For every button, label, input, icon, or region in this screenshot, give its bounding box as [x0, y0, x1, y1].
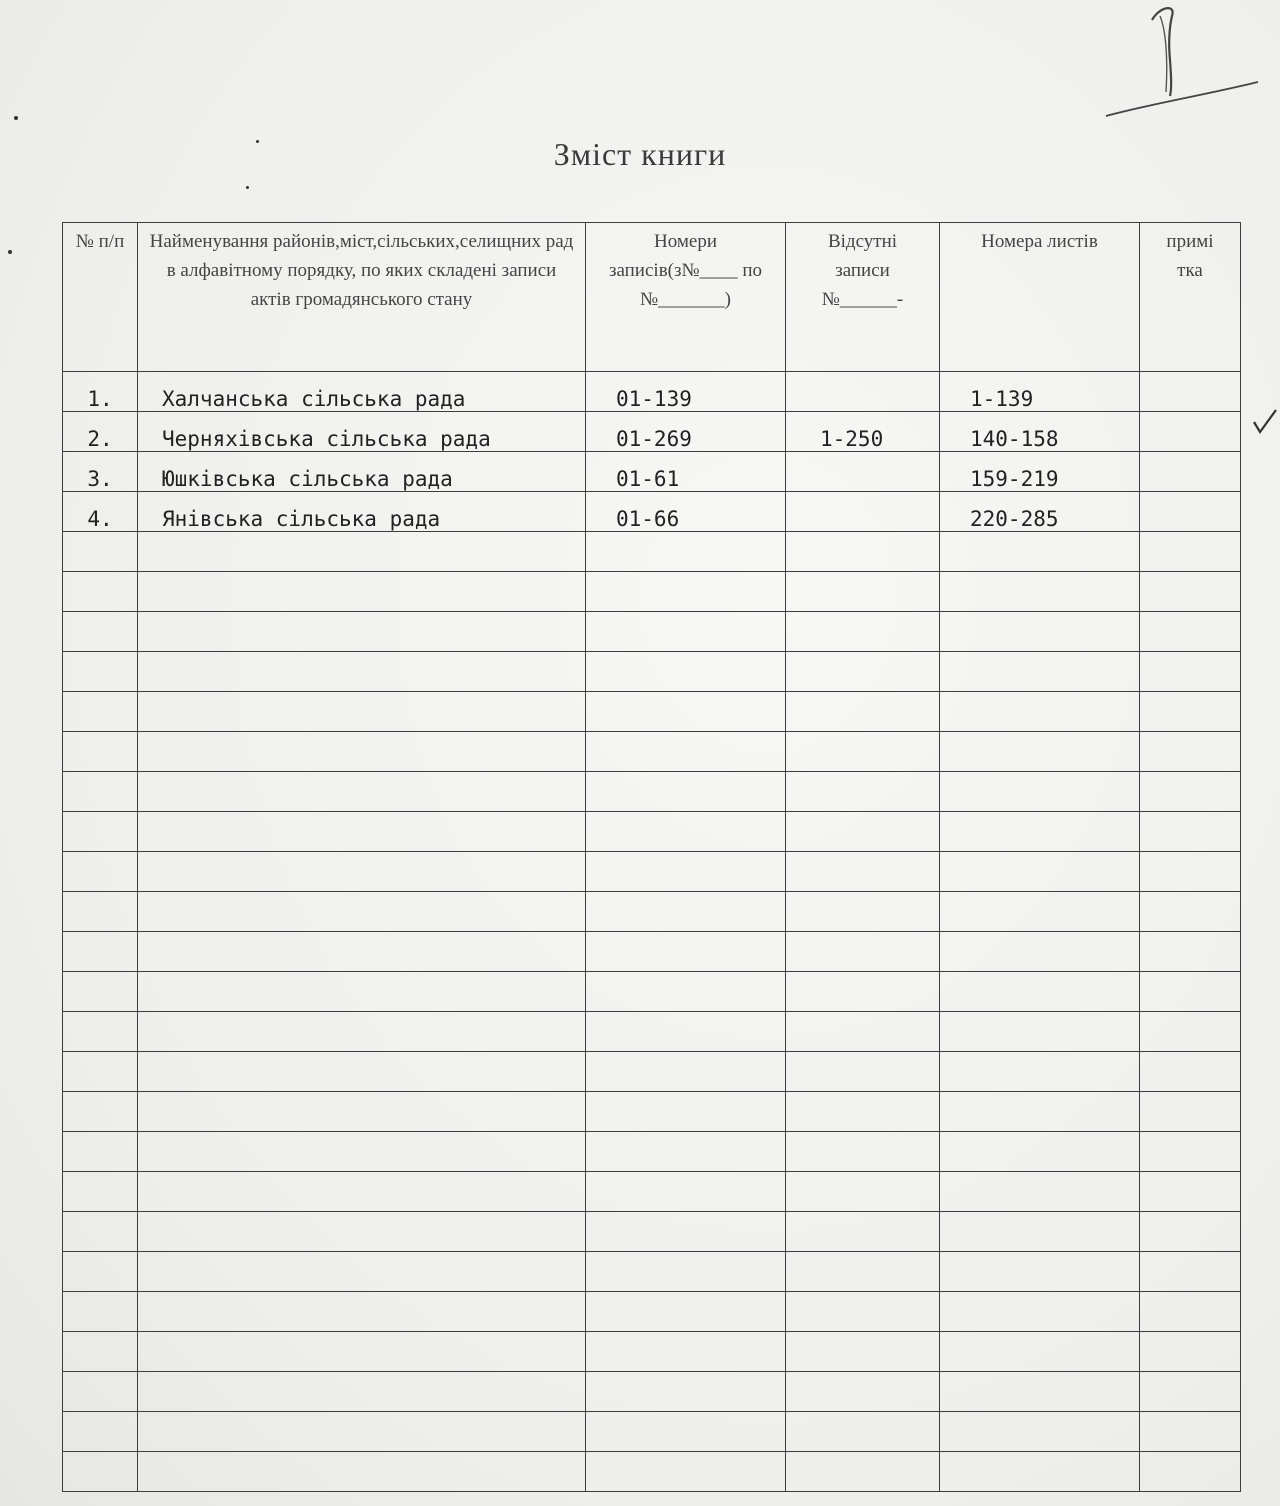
empty-cell — [586, 572, 786, 612]
empty-table-row — [63, 972, 1241, 1012]
empty-cell — [138, 852, 586, 892]
empty-cell — [138, 612, 586, 652]
empty-cell — [786, 1372, 940, 1412]
ink-speck — [8, 250, 12, 254]
page-title: Зміст книги — [553, 136, 727, 172]
empty-cell — [138, 1012, 586, 1052]
header-name: Найменування районів,міст,сільських,селищних рад в алфавітному порядку, по яких складені записи актів громадянського стану — [138, 223, 586, 372]
empty-cell — [586, 1052, 786, 1092]
empty-cell — [940, 1452, 1140, 1492]
empty-table-row — [63, 1372, 1241, 1412]
empty-cell — [1140, 612, 1241, 652]
empty-cell — [786, 1172, 940, 1212]
empty-cell — [940, 972, 1140, 1012]
empty-cell — [940, 1372, 1140, 1412]
empty-cell — [586, 612, 786, 652]
empty-cell — [786, 652, 940, 692]
check-mark-icon — [1250, 402, 1280, 442]
empty-cell — [1140, 1412, 1241, 1452]
empty-table-row — [63, 612, 1241, 652]
row-missing-records — [786, 372, 940, 412]
empty-table-row — [63, 732, 1241, 772]
folio-number-handwritten-icon — [1100, 0, 1260, 130]
empty-cell — [786, 932, 940, 972]
empty-cell — [63, 1372, 138, 1412]
empty-cell — [786, 1092, 940, 1132]
row-missing-records — [786, 492, 940, 532]
empty-table-row — [63, 1452, 1241, 1492]
empty-cell — [138, 812, 586, 852]
row-notes — [1140, 412, 1241, 452]
empty-cell — [940, 1412, 1140, 1452]
empty-cell — [586, 1212, 786, 1252]
empty-cell — [1140, 692, 1241, 732]
empty-cell — [1140, 1292, 1241, 1332]
table-row — [63, 372, 1241, 412]
empty-cell — [138, 572, 586, 612]
empty-cell — [586, 1012, 786, 1052]
empty-cell — [1140, 1012, 1241, 1052]
empty-cell — [138, 972, 586, 1012]
empty-cell — [586, 1252, 786, 1292]
empty-cell — [940, 1212, 1140, 1252]
empty-cell — [138, 1292, 586, 1332]
empty-cell — [586, 692, 786, 732]
empty-cell — [940, 1172, 1140, 1212]
empty-cell — [1140, 1092, 1241, 1132]
row-sheet-numbers: 159-219 — [940, 452, 1140, 492]
empty-table-row — [63, 892, 1241, 932]
empty-cell — [138, 532, 586, 572]
empty-cell — [786, 852, 940, 892]
empty-cell — [138, 1372, 586, 1412]
empty-table-row — [63, 1332, 1241, 1372]
empty-cell — [63, 852, 138, 892]
empty-cell — [1140, 1452, 1241, 1492]
empty-cell — [138, 652, 586, 692]
row-council-name: Халчанська сільська рада — [138, 372, 586, 412]
row-notes — [1140, 372, 1241, 412]
empty-cell — [138, 1212, 586, 1252]
empty-cell — [63, 1332, 138, 1372]
empty-cell — [586, 532, 786, 572]
empty-cell — [940, 852, 1140, 892]
empty-cell — [786, 892, 940, 932]
empty-cell — [586, 932, 786, 972]
table-header-row — [63, 223, 1241, 372]
empty-cell — [138, 1252, 586, 1292]
empty-cell — [786, 772, 940, 812]
empty-cell — [63, 1012, 138, 1052]
empty-cell — [586, 1452, 786, 1492]
empty-cell — [786, 1132, 940, 1172]
empty-table-row — [63, 652, 1241, 692]
empty-cell — [63, 1052, 138, 1092]
empty-cell — [586, 1092, 786, 1132]
empty-cell — [786, 692, 940, 732]
empty-cell — [940, 732, 1140, 772]
empty-cell — [586, 1292, 786, 1332]
empty-cell — [1140, 652, 1241, 692]
empty-cell — [63, 1212, 138, 1252]
empty-cell — [586, 1412, 786, 1452]
empty-cell — [1140, 972, 1241, 1012]
contents-table — [62, 222, 1241, 1492]
row-number: 3. — [63, 452, 138, 492]
empty-cell — [940, 1132, 1140, 1172]
empty-cell — [786, 812, 940, 852]
empty-cell — [1140, 1212, 1241, 1252]
row-record-numbers: 01-61 — [586, 452, 786, 492]
empty-cell — [786, 972, 940, 1012]
header-records: Номери записів(з№____ по №_______) — [586, 223, 786, 372]
empty-rows — [63, 532, 1241, 1492]
empty-cell — [1140, 732, 1241, 772]
empty-cell — [940, 692, 1140, 732]
row-sheet-numbers: 1-139 — [940, 372, 1140, 412]
empty-cell — [786, 1252, 940, 1292]
empty-cell — [138, 1452, 586, 1492]
row-council-name: Янівська сільська рада — [138, 492, 586, 532]
row-missing-records — [786, 452, 940, 492]
empty-cell — [63, 1132, 138, 1172]
empty-cell — [786, 532, 940, 572]
empty-cell — [940, 612, 1140, 652]
empty-cell — [138, 1132, 586, 1172]
empty-cell — [63, 972, 138, 1012]
empty-cell — [63, 1092, 138, 1132]
empty-cell — [63, 1452, 138, 1492]
empty-table-row — [63, 572, 1241, 612]
row-record-numbers: 01-66 — [586, 492, 786, 532]
empty-cell — [786, 1052, 940, 1092]
row-missing-records: 1-250 — [786, 412, 940, 452]
empty-table-row — [63, 1012, 1241, 1052]
empty-table-row — [63, 1132, 1241, 1172]
empty-cell — [786, 1452, 940, 1492]
empty-cell — [63, 732, 138, 772]
empty-cell — [63, 612, 138, 652]
empty-cell — [586, 732, 786, 772]
empty-table-row — [63, 772, 1241, 812]
empty-cell — [940, 932, 1140, 972]
row-number: 4. — [63, 492, 138, 532]
empty-cell — [940, 1092, 1140, 1132]
empty-cell — [786, 732, 940, 772]
empty-cell — [63, 572, 138, 612]
empty-cell — [138, 692, 586, 732]
empty-cell — [63, 932, 138, 972]
empty-cell — [586, 1372, 786, 1412]
header-number: № п/п — [63, 223, 138, 372]
row-record-numbers: 01-269 — [586, 412, 786, 452]
empty-cell — [1140, 1132, 1241, 1172]
empty-cell — [63, 532, 138, 572]
empty-cell — [940, 652, 1140, 692]
empty-cell — [138, 772, 586, 812]
empty-cell — [940, 1052, 1140, 1092]
row-number: 1. — [63, 372, 138, 412]
empty-cell — [940, 532, 1140, 572]
empty-cell — [1140, 1252, 1241, 1292]
empty-cell — [138, 732, 586, 772]
empty-cell — [786, 1292, 940, 1332]
row-record-numbers: 01-139 — [586, 372, 786, 412]
empty-cell — [586, 852, 786, 892]
empty-cell — [586, 1132, 786, 1172]
empty-cell — [1140, 532, 1241, 572]
empty-table-row — [63, 1412, 1241, 1452]
empty-table-row — [63, 1292, 1241, 1332]
header-sheets: Номера листів — [940, 223, 1140, 372]
row-council-name: Черняхівська сільська рада — [138, 412, 586, 452]
empty-cell — [138, 1332, 586, 1372]
row-sheet-numbers: 220-285 — [940, 492, 1140, 532]
empty-table-row — [63, 692, 1241, 732]
empty-table-row — [63, 812, 1241, 852]
empty-cell — [940, 892, 1140, 932]
empty-cell — [586, 892, 786, 932]
row-sheet-numbers: 140-158 — [940, 412, 1140, 452]
empty-cell — [138, 1092, 586, 1132]
empty-cell — [786, 572, 940, 612]
empty-cell — [586, 652, 786, 692]
empty-cell — [586, 1172, 786, 1212]
empty-cell — [138, 1412, 586, 1452]
empty-cell — [786, 1212, 940, 1252]
empty-table-row — [63, 1052, 1241, 1092]
empty-cell — [1140, 812, 1241, 852]
empty-cell — [138, 1172, 586, 1212]
row-notes — [1140, 452, 1241, 492]
empty-table-row — [63, 1092, 1241, 1132]
empty-table-row — [63, 852, 1241, 892]
row-council-name: Юшківська сільська рада — [138, 452, 586, 492]
empty-cell — [1140, 1372, 1241, 1412]
empty-cell — [63, 892, 138, 932]
empty-cell — [1140, 892, 1241, 932]
empty-cell — [786, 1012, 940, 1052]
empty-cell — [63, 692, 138, 732]
empty-cell — [1140, 852, 1241, 892]
empty-cell — [1140, 932, 1241, 972]
row-notes — [1140, 492, 1241, 532]
empty-cell — [63, 1252, 138, 1292]
empty-cell — [1140, 772, 1241, 812]
empty-cell — [940, 772, 1140, 812]
empty-cell — [63, 1412, 138, 1452]
ink-speck — [14, 116, 18, 120]
empty-cell — [63, 1172, 138, 1212]
empty-table-row — [63, 532, 1241, 572]
empty-table-row — [63, 1252, 1241, 1292]
empty-table-row — [63, 932, 1241, 972]
empty-cell — [940, 812, 1140, 852]
empty-table-row — [63, 1172, 1241, 1212]
empty-cell — [786, 1412, 940, 1452]
table-row — [63, 412, 1241, 452]
empty-cell — [586, 772, 786, 812]
empty-cell — [138, 892, 586, 932]
ink-speck — [246, 186, 249, 189]
empty-cell — [138, 932, 586, 972]
row-number: 2. — [63, 412, 138, 452]
empty-cell — [940, 1252, 1140, 1292]
empty-cell — [63, 1292, 138, 1332]
table-row — [63, 452, 1241, 492]
ink-speck — [256, 140, 259, 143]
header-missing: Відсутні записи №______- — [786, 223, 940, 372]
empty-cell — [63, 772, 138, 812]
empty-cell — [138, 1052, 586, 1092]
empty-cell — [1140, 1052, 1241, 1092]
empty-cell — [1140, 1332, 1241, 1372]
empty-cell — [940, 1012, 1140, 1052]
empty-cell — [63, 812, 138, 852]
empty-cell — [586, 972, 786, 1012]
empty-cell — [1140, 572, 1241, 612]
empty-cell — [786, 612, 940, 652]
header-notes: примі тка — [1140, 223, 1241, 372]
empty-cell — [586, 1332, 786, 1372]
table-row — [63, 492, 1241, 532]
empty-cell — [786, 1332, 940, 1372]
empty-cell — [940, 572, 1140, 612]
empty-cell — [1140, 1172, 1241, 1212]
empty-table-row — [63, 1212, 1241, 1252]
empty-cell — [586, 812, 786, 852]
empty-cell — [63, 652, 138, 692]
empty-cell — [940, 1292, 1140, 1332]
empty-cell — [940, 1332, 1140, 1372]
